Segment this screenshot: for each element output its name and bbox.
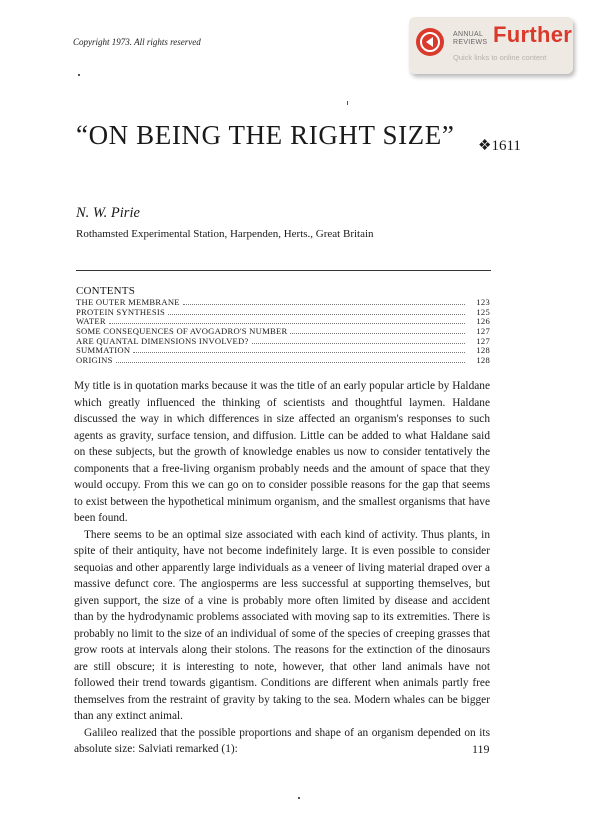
toc-item-page: 127: [476, 326, 490, 337]
body-paragraph: Galileo realized that the possible proportions and shape of an organism depended on its absolute size: Salviati remarked (1):: [74, 726, 490, 755]
badge-subtitle: Quick links to online content: [453, 53, 547, 62]
toc-leader: [168, 308, 465, 315]
toc-item-page: 125: [476, 306, 490, 317]
body-paragraph: There seems to be an optimal size associated with each kind of activity. Thus plants, in spite of their antiquity, have not become indefinitely large. It is even possible to consider sequoias and other apparently large individuals as a veneer of living material draped over a massive defunct core. The angiosperms are less successful at supporting themselves, but given support, the size of a vine is probably more often limited by disease and accident than by the hydrodynamic problems associated with moving sap to its extremities. There is probably no limit to the size of an individual of some of the species of creeping grasses that grow roots at intervals along their stolons. The reasons for the extinction of the dinosaurs are still obscure; it is interesting to note, however, that other land animals have not followed their trend towards gigantism. Conditions are different when animals partly free themselves from the restraint of gravity by taking to the sea. Modern whales can be bigger than any extinct animal.: [74, 528, 490, 722]
toc-item-page: 127: [476, 335, 490, 346]
badge-further-label: Further: [493, 22, 573, 47]
toc-item-page: 123: [476, 297, 490, 307]
toc-leader: [183, 298, 465, 305]
badge-reviews-label: REVIEWS: [453, 39, 488, 46]
toc-item[interactable]: [76, 356, 490, 366]
article-number: ❖1611: [478, 138, 521, 154]
scan-speck: [347, 101, 348, 105]
toc-item-page: 126: [476, 316, 490, 327]
toc-item-page: 128: [476, 345, 490, 356]
article-body: [74, 378, 490, 758]
toc-item-title: WATER: [76, 316, 106, 327]
toc-leader: [252, 337, 465, 344]
scan-speck: [78, 74, 80, 76]
toc-item-title: THE OUTER MEMBRANE: [76, 297, 180, 307]
toc-item-page: 128: [476, 355, 490, 366]
play-arrow-icon: [416, 28, 444, 56]
toc-item-title: ORIGINS: [76, 355, 113, 366]
copyright-notice: Copyright 1973. All rights reserved: [73, 37, 201, 47]
toc-leader: [290, 327, 465, 334]
badge-annual-label: ANNUAL: [453, 31, 484, 38]
toc-leader: [116, 356, 465, 363]
toc-item-title: SUMMATION: [76, 345, 131, 356]
toc-item-title: PROTEIN SYNTHESIS: [76, 306, 165, 317]
table-of-contents: [76, 298, 490, 366]
toc-item[interactable]: [76, 308, 490, 318]
toc-item[interactable]: [76, 337, 490, 347]
page-number: 119: [472, 742, 490, 756]
contents-heading: CONTENTS: [76, 285, 136, 297]
body-paragraph: My title is in quotation marks because it was the title of an early popular article by Haldane which greatly influenced the thinking of scientists and thoughtful laymen. Haldane discussed the way in which differences in size affected an organism's responses to such agents as gravity, surface tension, and diffusion. Little can be added to what Haldane said on these subjects, but the growth of knowledge enables us now to consider tentatively the components that a free-living organism probably needs and the amount of space that they would occupy. From this we can go on to consider possible reasons for the gap that seems to exist between the hypothetical minimum organism, and the smallest organisms that have been found.: [74, 380, 490, 524]
author-affiliation: Rothamsted Experimental Station, Harpenden, Herts., Great Britain: [76, 228, 374, 240]
toc-item-title: ARE QUANTAL DIMENSIONS INVOLVED?: [76, 335, 249, 346]
annual-reviews-further-badge[interactable]: [409, 17, 573, 74]
section-divider: [76, 270, 491, 271]
scan-speck: [298, 797, 300, 799]
toc-item-title: SOME CONSEQUENCES OF AVOGADRO'S NUMBER: [76, 326, 288, 337]
article-title: “ON BEING THE RIGHT SIZE”: [76, 120, 455, 150]
author-name: N. W. Pirie: [76, 205, 140, 221]
toc-leader: [133, 346, 465, 353]
toc-leader: [109, 317, 465, 324]
toc-item[interactable]: [76, 346, 490, 356]
